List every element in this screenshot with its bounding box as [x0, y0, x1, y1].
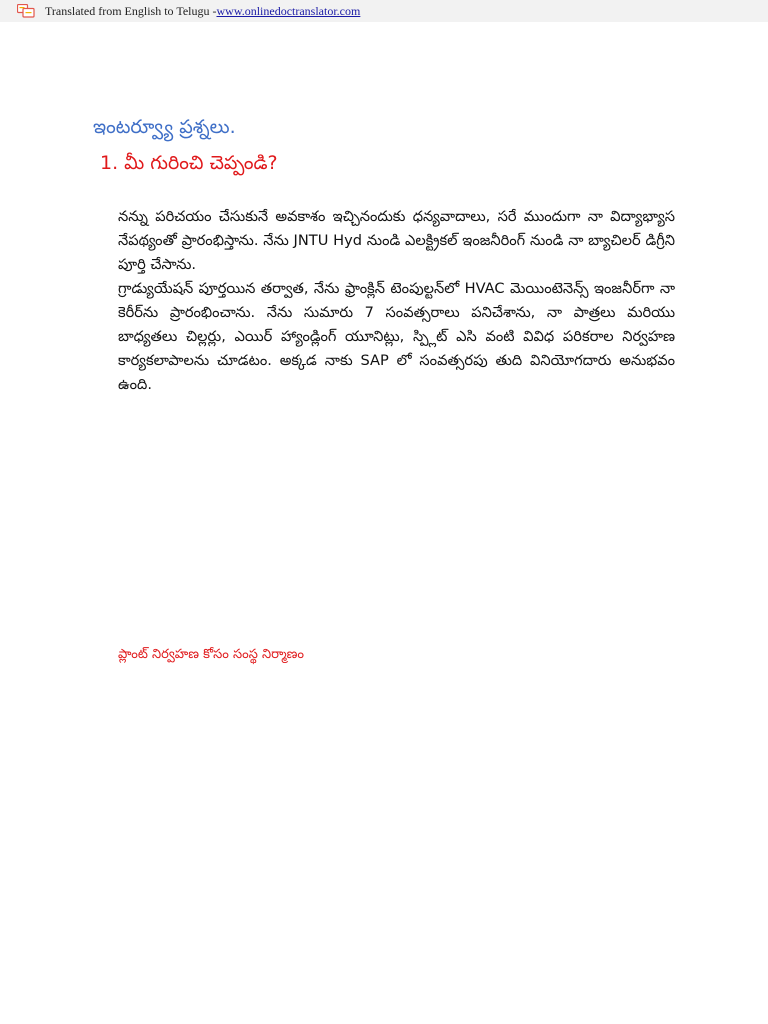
translator-logo-icon — [17, 4, 35, 18]
answer-paragraph: నన్ను పరిచయం చేసుకునే అవకాశం ఇచ్చినందుకు ధన్యవాదాలు, సరే ముందుగా నా విద్యాభ్యాస నేపథ్యంతో ప్రారంభిస్తాను. నేను JNTU Hyd నుండి ఎలక్ట్రికల్ ఇంజనీరింగ్ నుండి నా బ్యాచిలర్ డిగ్రీని పూర్తి చేసాను. — [118, 208, 675, 273]
answer-paragraph: గ్రాడ్యుయేషన్ పూర్తయిన తర్వాత, నేను ఫ్రాంక్లిన్ టెంపుల్టన్‌లో HVAC మెయింటెనెన్స్ ఇంజనీర్‌గా నా కెరీర్‌ను ప్రారంభించాను. నేను సుమారు 7 సంవత్సరాలు పనిచేశాను, నా పాత్రలు మరియు బాధ్యతలు చిల్లర్లు, ఎయిర్ హ్యాండ్లింగ్ యూనిట్లు, స్ప్లిట్ ఎసి వంటి వివిధ పరికరాల నిర్వహణ కార్యకలాపాలను చూడటం. అక్కడ నాకు SAP లో సంవత్సరపు తుది వినియోగదారు అనుభవం ఉంది. — [118, 280, 675, 393]
footer-note: ప్లాంట్ నిర్వహణ కోసం సంస్థ నిర్మాణం — [118, 647, 304, 662]
banner-prefix-text: Translated from English to Telugu - — [45, 3, 217, 18]
translation-banner — [0, 0, 768, 22]
question-title: 1. మీ గురించి చెప్పండి? — [100, 152, 278, 174]
answer-body — [118, 205, 675, 397]
translator-link[interactable]: www.onlinedoctranslator.com — [216, 3, 361, 18]
page-heading: ఇంటర్వ్యూ ప్రశ్నలు. — [93, 116, 236, 138]
